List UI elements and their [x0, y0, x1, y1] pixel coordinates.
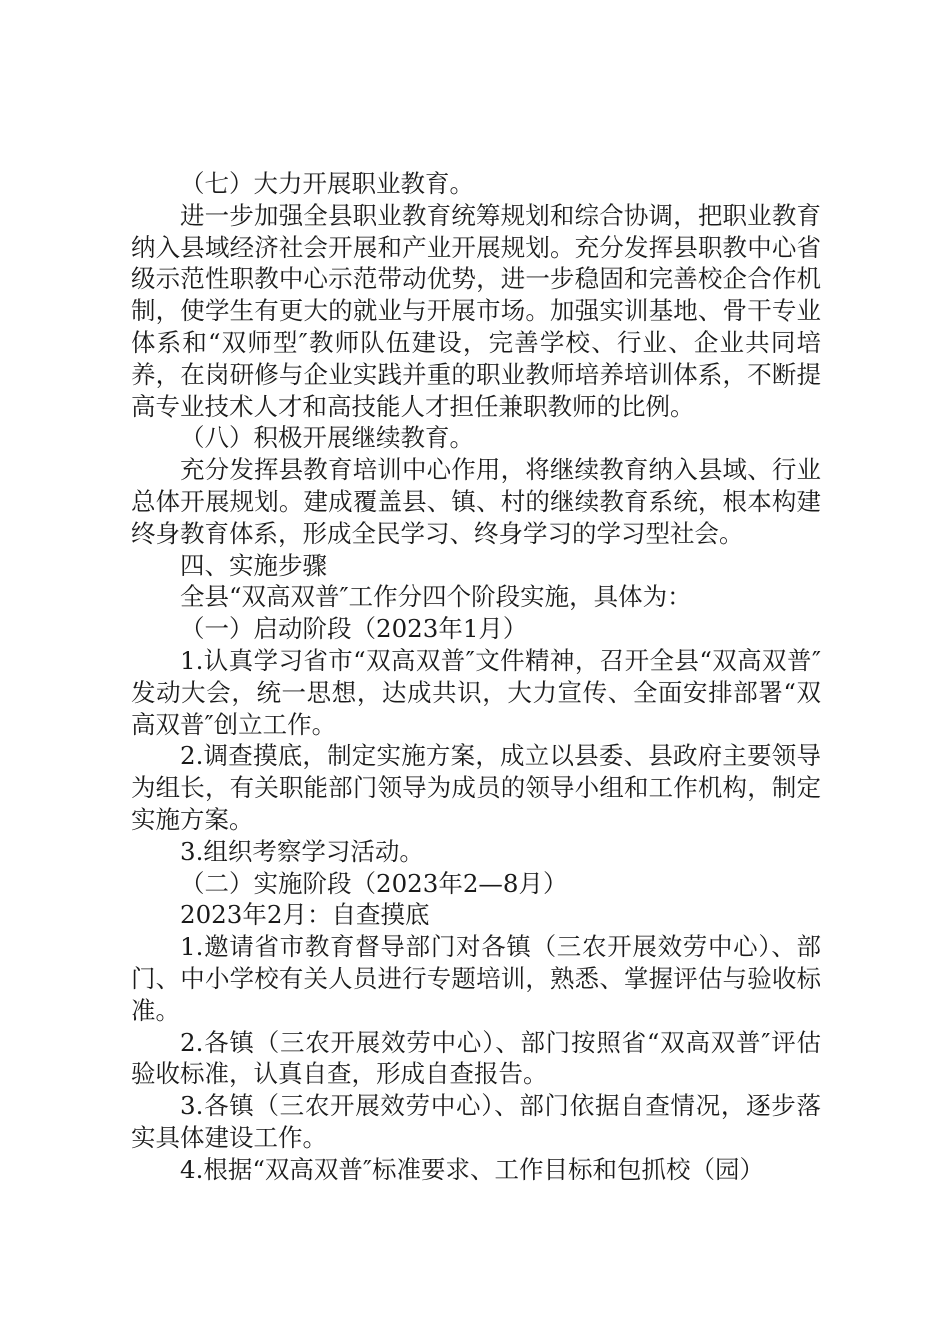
paragraph-continuing: 充分发挥县教育培训中心作用，将继续教育纳入县域、行业总体开展规划。建成覆盖县、镇、村的继续教育系统，根本构建终身教育体系，形成全民学习、终身学习的学习型社会。 — [131, 455, 821, 548]
stage-heading-implement: （二）实施阶段（2023年2—8月） — [180, 868, 568, 898]
subheading-february: 2023年2月：自查摸底 — [180, 900, 430, 930]
paragraph-vocational: 进一步加强全县职业教育统筹规划和综合协调，把职业教育纳入县域经济社会开展和产业开展规划。充分发挥县职教中心省级示范性职教中心示范带动优势，进一步稳固和完善校企合作机制，使学生有更大的就业与开展市场。加强实训基地、骨干专业体系和“双师型″教师队伍建设，完善学校、行业、企业共同培养，在岗研修与企业实践并重的职业教师培养培训体系，不断提高专业技术人才和高技能人才担任兼职教师的比例。 — [131, 200, 821, 421]
section-heading-vocational: （七）大力开展职业教育。 — [180, 169, 474, 198]
section-heading-continuing: （八）积极开展继续教育。 — [180, 423, 474, 453]
document-body — [131, 168, 821, 1186]
list-item-launch-1: 1.认真学习省市“双高双普″文件精神，召开全县“双高双普″发动大会，统一思想，达成共识，大力宣传、全面安排部署“双高双普″创立工作。 — [131, 645, 821, 739]
paragraph-steps-intro: 全县“双高双普″工作分四个阶段实施，具体为： — [180, 582, 692, 612]
list-item-launch-2: 2.调查摸底，制定实施方案，成立以县委、县政府主要领导为组长，有关职能部门领导为成员的领导小组和工作机构，制定实施方案。 — [131, 741, 821, 834]
list-item-implement-3: 3.各镇（三农开展效劳中心）、部门依据自查情况，逐步落实具体建设工作。 — [131, 1091, 821, 1152]
list-item-implement-1: 1.邀请省市教育督导部门对各镇（三农开展效劳中心）、部门、中小学校有关人员进行专题培训，熟悉、掌握评估与验收标准。 — [131, 932, 821, 1025]
section-heading-steps: 四、实施步骤 — [180, 550, 327, 580]
list-item-implement-2: 2.各镇（三农开展效劳中心）、部门按照省“双高双普″评估验收标准，认真自查，形成自查报告。 — [131, 1027, 821, 1089]
list-item-implement-4: 4.根据“双高双普″标准要求、工作目标和包抓校（园） — [180, 1154, 765, 1184]
stage-heading-launch: （一）启动阶段（2023年1月） — [180, 614, 528, 644]
list-item-launch-3: 3.组织考察学习活动。 — [180, 836, 424, 866]
